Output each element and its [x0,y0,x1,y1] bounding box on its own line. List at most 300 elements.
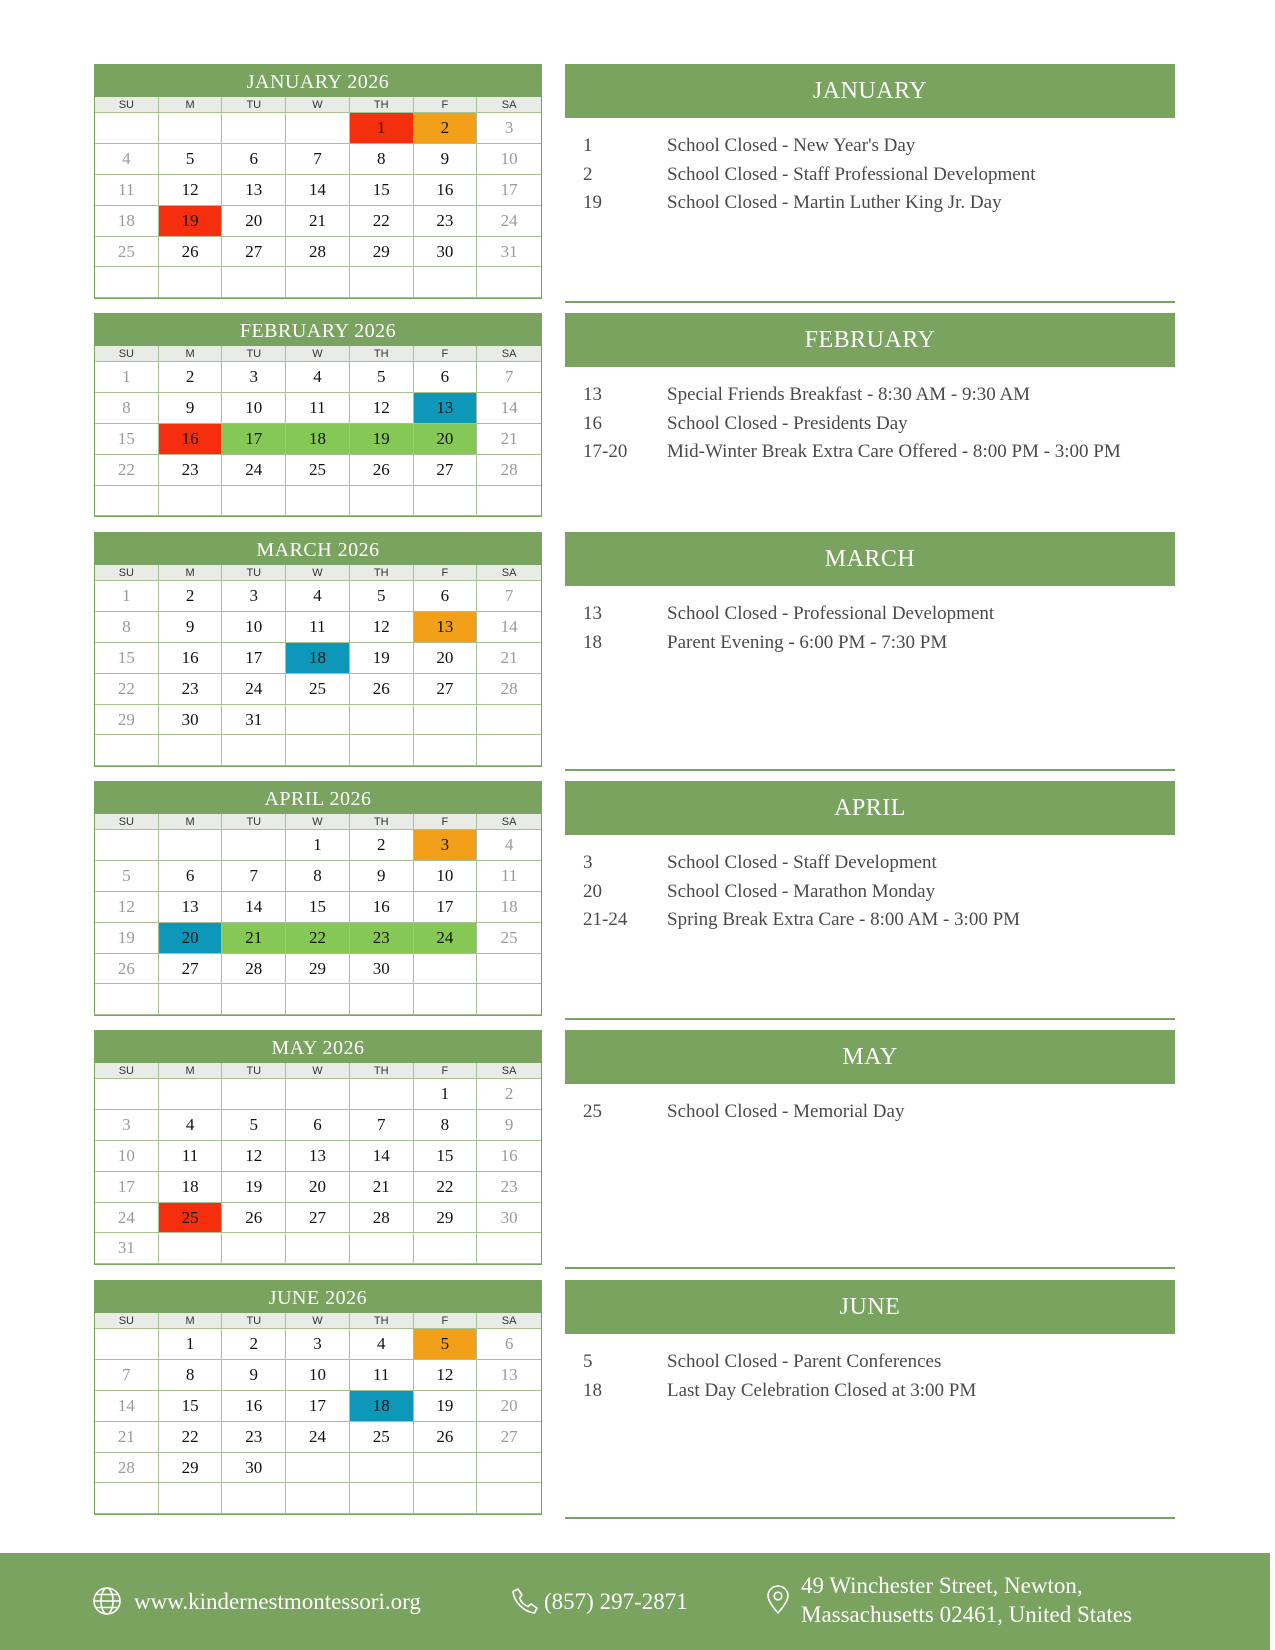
calendar-day-highlighted[interactable]: 13 [414,393,478,424]
calendar-day-cell[interactable]: 29 [95,705,159,736]
calendar-day-cell[interactable]: 6 [159,861,223,892]
calendar-day-cell[interactable]: 13 [477,1360,541,1391]
calendar-day-highlighted[interactable]: 20 [159,923,223,954]
calendar-day-cell[interactable]: 7 [286,144,350,175]
calendar-day-cell[interactable]: 14 [350,1141,414,1172]
calendar-empty-cell [414,1483,478,1514]
calendar-empty-cell [350,1079,414,1110]
calendar-day-cell[interactable]: 3 [222,362,286,393]
weekday-header: TU [222,1313,286,1329]
calendar-day-cell[interactable]: 4 [159,1110,223,1141]
calendar-day-cell[interactable]: 1 [159,1329,223,1360]
calendar-grid [95,814,541,1015]
calendar-day-highlighted[interactable]: 3 [414,830,478,861]
event-description: School Closed - Martin Luther King Jr. Day [667,192,1002,214]
calendar-grid [95,1063,541,1264]
calendar-day-cell[interactable]: 31 [222,705,286,736]
calendar-day-cell[interactable]: 23 [414,206,478,237]
calendar-empty-cell [159,267,223,298]
calendar-day-highlighted[interactable]: 19 [350,424,414,455]
calendar-day-cell[interactable]: 3 [286,1329,350,1360]
calendar-day-cell[interactable]: 8 [286,861,350,892]
calendar-day-cell[interactable]: 9 [159,393,223,424]
calendar-day-cell[interactable]: 24 [95,1203,159,1234]
calendar-empty-cell [414,486,478,517]
calendar-day-cell[interactable]: 14 [286,175,350,206]
event-row [583,161,1175,190]
event-description: School Closed - Staff Professional Development [667,163,1036,185]
calendar-title: JANUARY 2026 [95,65,541,97]
calendar-empty-cell [286,735,350,766]
event-row [583,878,1175,907]
calendar-day-cell[interactable]: 9 [350,861,414,892]
event-day: 18 [583,1379,602,1401]
calendar-day-cell[interactable]: 7 [477,362,541,393]
event-day: 13 [583,603,602,624]
weekday-header: SA [477,814,541,830]
calendar-day-cell[interactable]: 8 [159,1360,223,1391]
weekday-header: W [286,1313,350,1329]
footer-website[interactable] [92,1586,421,1616]
calendar-day-cell[interactable]: 23 [222,1422,286,1453]
weekday-header: F [414,346,478,362]
calendar-day-cell[interactable]: 30 [414,237,478,268]
calendar-day-cell[interactable]: 24 [286,1422,350,1453]
calendar-day-cell[interactable]: 15 [95,643,159,674]
calendar-day-cell[interactable]: 2 [159,581,223,612]
calendar-day-highlighted[interactable]: 13 [414,612,478,643]
events-heading: FEBRUARY [565,313,1175,367]
calendar-day-cell[interactable]: 12 [222,1141,286,1172]
calendar-day-cell[interactable]: 17 [286,1391,350,1422]
calendar-empty-cell [222,830,286,861]
event-row [583,189,1175,218]
footer-address [765,1571,1132,1629]
weekday-header: W [286,97,350,113]
calendar-empty-cell [222,1233,286,1264]
event-row [583,849,1175,878]
calendar-day-cell[interactable]: 31 [95,1233,159,1264]
calendar-day-cell[interactable]: 31 [477,237,541,268]
calendar-day-cell[interactable]: 1 [95,581,159,612]
weekday-header: W [286,565,350,581]
calendar-title: APRIL 2026 [95,782,541,814]
events-list [583,849,1175,935]
calendar-day-highlighted[interactable]: 1 [350,113,414,144]
calendar-empty-cell [286,1233,350,1264]
calendar-day-cell[interactable]: 11 [159,1141,223,1172]
month-calendar [94,532,542,767]
calendar-day-cell[interactable]: 4 [477,830,541,861]
calendar-day-cell[interactable]: 23 [477,1172,541,1203]
calendar-day-highlighted[interactable]: 17 [222,424,286,455]
calendar-day-cell[interactable]: 19 [350,643,414,674]
calendar-day-cell[interactable]: 23 [159,455,223,486]
weekday-header: M [159,1063,223,1079]
calendar-empty-cell [286,984,350,1015]
calendar-day-cell[interactable]: 10 [222,612,286,643]
calendar-day-cell[interactable]: 17 [95,1172,159,1203]
calendar-day-highlighted[interactable]: 18 [350,1391,414,1422]
calendar-day-cell[interactable]: 5 [159,144,223,175]
calendar-day-cell[interactable]: 4 [95,144,159,175]
calendar-day-cell[interactable]: 17 [222,643,286,674]
calendar-day-cell[interactable]: 12 [350,612,414,643]
calendar-day-cell[interactable]: 2 [159,362,223,393]
calendar-day-cell[interactable]: 22 [414,1172,478,1203]
calendar-day-cell[interactable]: 28 [477,455,541,486]
calendar-day-cell[interactable]: 21 [477,643,541,674]
calendar-day-cell[interactable]: 22 [350,206,414,237]
month-calendar [94,1280,542,1515]
calendar-day-cell[interactable]: 3 [95,1110,159,1141]
calendar-day-cell[interactable]: 23 [159,674,223,705]
calendar-day-cell[interactable]: 8 [95,393,159,424]
events-heading: MAY [565,1030,1175,1084]
calendar-day-cell[interactable]: 7 [477,581,541,612]
calendar-day-cell[interactable]: 9 [159,612,223,643]
calendar-empty-cell [286,1453,350,1484]
calendar-day-cell[interactable]: 11 [350,1360,414,1391]
calendar-day-cell[interactable]: 22 [95,674,159,705]
event-row [583,381,1175,410]
event-description: Last Day Celebration Closed at 3:00 PM [667,1379,977,1401]
calendar-day-highlighted[interactable]: 20 [414,424,478,455]
calendar-day-cell[interactable]: 29 [350,237,414,268]
section-divider [565,301,1175,303]
calendar-day-cell[interactable]: 27 [222,237,286,268]
calendar-day-cell[interactable]: 24 [222,674,286,705]
calendar-day-cell[interactable]: 30 [159,705,223,736]
calendar-day-cell[interactable]: 16 [350,892,414,923]
calendar-day-cell[interactable]: 20 [414,643,478,674]
event-day: 13 [583,384,602,405]
calendar-day-cell[interactable]: 14 [222,892,286,923]
calendar-day-cell[interactable]: 16 [159,643,223,674]
calendar-empty-cell [414,1453,478,1484]
calendar-day-cell[interactable]: 5 [350,362,414,393]
calendar-empty-cell [159,1483,223,1514]
calendar-day-cell[interactable]: 8 [414,1110,478,1141]
calendar-day-cell[interactable]: 18 [95,206,159,237]
calendar-day-highlighted[interactable]: 16 [159,424,223,455]
calendar-empty-cell [477,486,541,517]
calendar-day-cell[interactable]: 15 [286,892,350,923]
month-calendar [94,1030,542,1265]
calendar-day-cell[interactable]: 26 [350,455,414,486]
weekday-header: TU [222,1063,286,1079]
calendar-empty-cell [95,1483,159,1514]
calendar-day-cell[interactable]: 15 [350,175,414,206]
calendar-day-cell[interactable]: 8 [95,612,159,643]
calendar-day-cell[interactable]: 20 [222,206,286,237]
event-row [583,410,1175,439]
calendar-day-cell[interactable]: 1 [286,830,350,861]
calendar-day-cell[interactable]: 16 [414,175,478,206]
calendar-day-cell[interactable]: 20 [477,1391,541,1422]
calendar-day-cell[interactable]: 13 [159,892,223,923]
footer-phone[interactable] [510,1586,688,1616]
event-day: 25 [583,1101,602,1122]
calendar-title: JUNE 2026 [95,1281,541,1313]
calendar-day-cell[interactable]: 4 [286,581,350,612]
calendar-empty-cell [286,1079,350,1110]
calendar-empty-cell [286,1483,350,1514]
calendar-day-cell[interactable]: 7 [222,861,286,892]
calendar-day-cell[interactable]: 19 [222,1172,286,1203]
calendar-day-cell[interactable]: 12 [414,1360,478,1391]
weekday-header: W [286,1063,350,1079]
calendar-day-cell[interactable]: 18 [159,1172,223,1203]
event-day: 2 [583,163,593,185]
calendar-day-cell[interactable]: 28 [350,1203,414,1234]
calendar-day-cell[interactable]: 1 [414,1079,478,1110]
events-list [583,132,1175,218]
calendar-grid [95,565,541,766]
calendar-day-cell[interactable]: 25 [95,237,159,268]
calendar-empty-cell [414,705,478,736]
calendar-day-cell[interactable]: 10 [95,1141,159,1172]
calendar-title: MARCH 2026 [95,533,541,565]
calendar-day-cell[interactable]: 3 [477,113,541,144]
calendar-day-cell[interactable]: 11 [95,175,159,206]
calendar-day-cell[interactable]: 11 [477,861,541,892]
calendar-day-cell[interactable]: 21 [350,1172,414,1203]
calendar-day-cell[interactable]: 16 [477,1141,541,1172]
event-description: School Closed - Memorial Day [667,1101,905,1122]
calendar-day-cell[interactable]: 15 [414,1141,478,1172]
weekday-header: TH [350,1063,414,1079]
calendar-day-cell[interactable]: 2 [350,830,414,861]
calendar-day-cell[interactable]: 12 [95,892,159,923]
calendar-day-cell[interactable]: 6 [286,1110,350,1141]
events-list [583,381,1175,467]
calendar-day-cell[interactable]: 30 [477,1203,541,1234]
weekday-header: SA [477,1313,541,1329]
weekday-header: TU [222,346,286,362]
calendar-day-cell[interactable]: 22 [95,455,159,486]
calendar-day-cell[interactable]: 12 [159,175,223,206]
events-list [583,600,1175,657]
calendar-day-highlighted[interactable]: 2 [414,113,478,144]
calendar-day-cell[interactable]: 26 [159,237,223,268]
section-divider [565,1267,1175,1269]
event-description: Spring Break Extra Care - 8:00 AM - 3:00 PM [667,909,1021,931]
event-description: School Closed - Staff Development [667,852,937,873]
calendar-day-cell[interactable]: 26 [350,674,414,705]
calendar-day-cell[interactable]: 15 [159,1391,223,1422]
calendar-day-cell[interactable]: 27 [477,1422,541,1453]
calendar-day-cell[interactable]: 11 [286,393,350,424]
calendar-empty-cell [477,705,541,736]
weekday-header: TU [222,97,286,113]
calendar-day-highlighted[interactable]: 18 [286,643,350,674]
weekday-header: TH [350,1313,414,1329]
calendar-day-cell[interactable]: 13 [222,175,286,206]
calendar-day-cell[interactable]: 10 [477,144,541,175]
calendar-grid [95,346,541,516]
calendar-day-cell[interactable]: 27 [286,1203,350,1234]
calendar-empty-cell [414,984,478,1015]
weekday-header: W [286,814,350,830]
calendar-empty-cell [350,267,414,298]
calendar-day-cell[interactable]: 7 [95,1360,159,1391]
calendar-day-cell[interactable]: 6 [222,144,286,175]
calendar-day-cell[interactable]: 4 [350,1329,414,1360]
calendar-day-cell[interactable]: 12 [350,393,414,424]
calendar-day-cell[interactable]: 4 [286,362,350,393]
calendar-day-cell[interactable]: 1 [95,362,159,393]
event-description: Mid-Winter Break Extra Care Offered - 8:00 PM - 3:00 PM [667,441,1121,463]
calendar-empty-cell [477,984,541,1015]
event-day: 1 [583,135,593,156]
calendar-day-cell[interactable]: 17 [477,175,541,206]
footer [0,1553,1270,1650]
calendar-day-cell[interactable]: 20 [286,1172,350,1203]
calendar-day-cell[interactable]: 28 [286,237,350,268]
calendar-day-cell[interactable]: 9 [477,1110,541,1141]
calendar-day-cell[interactable]: 6 [414,362,478,393]
calendar-empty-cell [95,735,159,766]
weekday-header: SA [477,97,541,113]
calendar-day-cell[interactable]: 29 [159,1453,223,1484]
calendar-day-highlighted[interactable]: 19 [159,206,223,237]
calendar-day-cell[interactable]: 10 [222,393,286,424]
calendar-day-cell[interactable]: 25 [286,455,350,486]
calendar-empty-cell [350,705,414,736]
calendar-day-cell[interactable]: 9 [222,1360,286,1391]
calendar-day-highlighted[interactable]: 22 [286,923,350,954]
weekday-header: M [159,97,223,113]
calendar-day-cell[interactable]: 27 [414,455,478,486]
calendar-day-cell[interactable]: 15 [95,424,159,455]
calendar-day-cell[interactable]: 28 [477,674,541,705]
calendar-day-cell[interactable]: 29 [414,1203,478,1234]
event-row [583,1377,1175,1406]
event-row [583,629,1175,658]
calendar-day-highlighted[interactable]: 18 [286,424,350,455]
month-events-panel [565,313,1175,552]
calendar-day-cell[interactable]: 24 [477,206,541,237]
calendar-day-cell[interactable]: 16 [222,1391,286,1422]
calendar-day-cell[interactable]: 5 [350,581,414,612]
calendar-day-cell[interactable]: 11 [286,612,350,643]
calendar-empty-cell [222,735,286,766]
events-list [583,1098,1175,1127]
weekday-header: F [414,1063,478,1079]
calendar-day-cell[interactable]: 29 [286,954,350,985]
calendar-day-cell[interactable]: 5 [95,861,159,892]
calendar-day-cell[interactable]: 19 [95,923,159,954]
month-calendar [94,64,542,299]
calendar-day-cell[interactable]: 9 [414,144,478,175]
calendar-day-cell[interactable]: 6 [414,581,478,612]
calendar-day-cell[interactable]: 14 [95,1391,159,1422]
calendar-day-highlighted[interactable]: 24 [414,923,478,954]
calendar-empty-cell [95,1329,159,1360]
calendar-day-cell[interactable]: 7 [350,1110,414,1141]
calendar-day-highlighted[interactable]: 25 [159,1203,223,1234]
calendar-day-cell[interactable]: 2 [477,1079,541,1110]
calendar-day-cell[interactable]: 18 [477,892,541,923]
calendar-day-cell[interactable]: 28 [222,954,286,985]
weekday-header: SA [477,1063,541,1079]
calendar-day-cell[interactable]: 2 [222,1329,286,1360]
month-events-panel [565,1030,1175,1269]
website-link[interactable]: www.kindernestmontessori.org [134,1588,421,1614]
calendar-day-cell[interactable]: 26 [414,1422,478,1453]
event-row [583,1348,1175,1377]
calendar-day-cell[interactable]: 26 [222,1203,286,1234]
calendar-day-cell[interactable]: 13 [286,1141,350,1172]
calendar-day-cell[interactable]: 5 [222,1110,286,1141]
calendar-day-cell[interactable]: 28 [95,1453,159,1484]
calendar-empty-cell [159,735,223,766]
calendar-day-cell[interactable]: 24 [222,455,286,486]
weekday-header: W [286,346,350,362]
calendar-day-highlighted[interactable]: 21 [222,923,286,954]
phone-number[interactable]: (857) 297-2871 [544,1588,688,1614]
calendar-day-cell[interactable]: 30 [350,954,414,985]
month-calendar [94,781,542,1016]
month-calendar [94,313,542,517]
calendar-day-cell[interactable]: 3 [222,581,286,612]
calendar-empty-cell [350,1233,414,1264]
event-row [583,1098,1175,1127]
calendar-day-cell[interactable]: 17 [414,892,478,923]
calendar-day-cell[interactable]: 25 [350,1422,414,1453]
calendar-day-highlighted[interactable]: 5 [414,1329,478,1360]
calendar-day-cell[interactable]: 27 [159,954,223,985]
calendar-day-cell[interactable]: 25 [286,674,350,705]
calendar-day-cell[interactable]: 21 [95,1422,159,1453]
calendar-empty-cell [95,1079,159,1110]
calendar-empty-cell [350,984,414,1015]
address-line-1: 49 Winchester Street, Newton, [801,1573,1083,1598]
event-description: Parent Evening - 6:00 PM - 7:30 PM [667,631,948,653]
calendar-day-cell[interactable]: 6 [477,1329,541,1360]
event-day: 21-24 [583,909,628,931]
calendar-day-cell[interactable]: 21 [477,424,541,455]
calendar-day-cell[interactable]: 19 [414,1391,478,1422]
calendar-day-cell[interactable]: 25 [477,923,541,954]
calendar-day-cell[interactable]: 26 [95,954,159,985]
calendar-day-cell[interactable]: 21 [286,206,350,237]
calendar-day-cell[interactable]: 22 [159,1422,223,1453]
calendar-day-cell[interactable]: 30 [222,1453,286,1484]
weekday-header: SU [95,346,159,362]
weekday-header: M [159,346,223,362]
weekday-header: M [159,565,223,581]
calendar-empty-cell [477,1233,541,1264]
events-list [583,1348,1175,1405]
event-description: School Closed - Marathon Monday [667,880,936,902]
calendar-day-highlighted[interactable]: 23 [350,923,414,954]
calendar-day-cell[interactable]: 27 [414,674,478,705]
weekday-header: TH [350,346,414,362]
event-day: 3 [583,852,593,873]
address-line-2: Massachusetts 02461, United States [801,1602,1132,1627]
calendar-empty-cell [477,267,541,298]
section-divider [565,1018,1175,1020]
calendar-day-cell[interactable]: 10 [414,861,478,892]
calendar-day-cell[interactable]: 8 [350,144,414,175]
calendar-empty-cell [350,1483,414,1514]
calendar-empty-cell [350,735,414,766]
calendar-day-cell[interactable]: 10 [286,1360,350,1391]
calendar-day-cell[interactable]: 14 [477,393,541,424]
calendar-day-cell[interactable]: 14 [477,612,541,643]
